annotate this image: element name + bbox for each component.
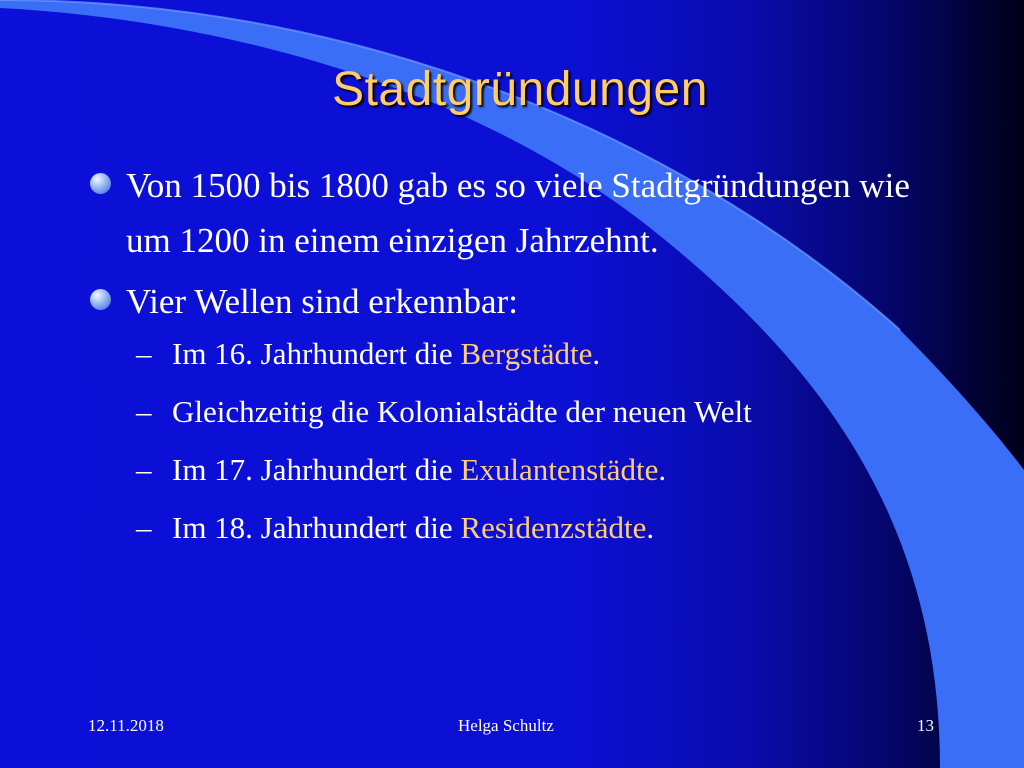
sub-bullet-text: Im 18. Jahrhundert die <box>172 510 461 545</box>
highlight-term: Bergstädte <box>460 336 593 371</box>
sub-bullet-item <box>88 393 928 431</box>
dash-icon: – <box>136 510 152 545</box>
slide-title: Stadtgründungen <box>332 63 708 116</box>
punctuation: . <box>592 336 601 371</box>
bullet-list <box>88 158 928 567</box>
highlight-term: Residenzstädte <box>460 510 647 545</box>
bullet-dot-icon <box>90 289 111 310</box>
footer-author: Helga Schultz <box>458 716 554 735</box>
bullet-dot-icon <box>90 173 111 194</box>
bullet-text: Vier Wellen sind erkennbar: <box>126 282 518 321</box>
dash-icon: – <box>136 452 152 487</box>
punctuation: . <box>646 510 655 545</box>
dash-icon: – <box>136 336 152 371</box>
dash-icon: – <box>136 394 152 429</box>
footer-date: 12.11.2018 <box>88 716 164 735</box>
sub-bullet-item <box>88 509 928 547</box>
highlight-term: Exulantenstädte <box>460 452 659 487</box>
footer-page-number: 13 <box>917 716 934 735</box>
sub-bullet-item <box>88 335 928 373</box>
sub-bullet-text: Im 16. Jahrhundert die <box>172 336 461 371</box>
punctuation: . <box>658 452 667 487</box>
bullet-item <box>88 158 928 268</box>
sub-bullet-item <box>88 451 928 489</box>
sub-bullet-text: Gleichzeitig die Kolonialstädte der neuen Welt <box>172 394 752 429</box>
bullet-text: Von 1500 bis 1800 gab es so viele Stadtgründungen wie um 1200 in einem einzigen Jahrzehnt. <box>126 166 910 260</box>
sub-bullet-text: Im 17. Jahrhundert die <box>172 452 461 487</box>
bullet-item <box>88 274 928 329</box>
